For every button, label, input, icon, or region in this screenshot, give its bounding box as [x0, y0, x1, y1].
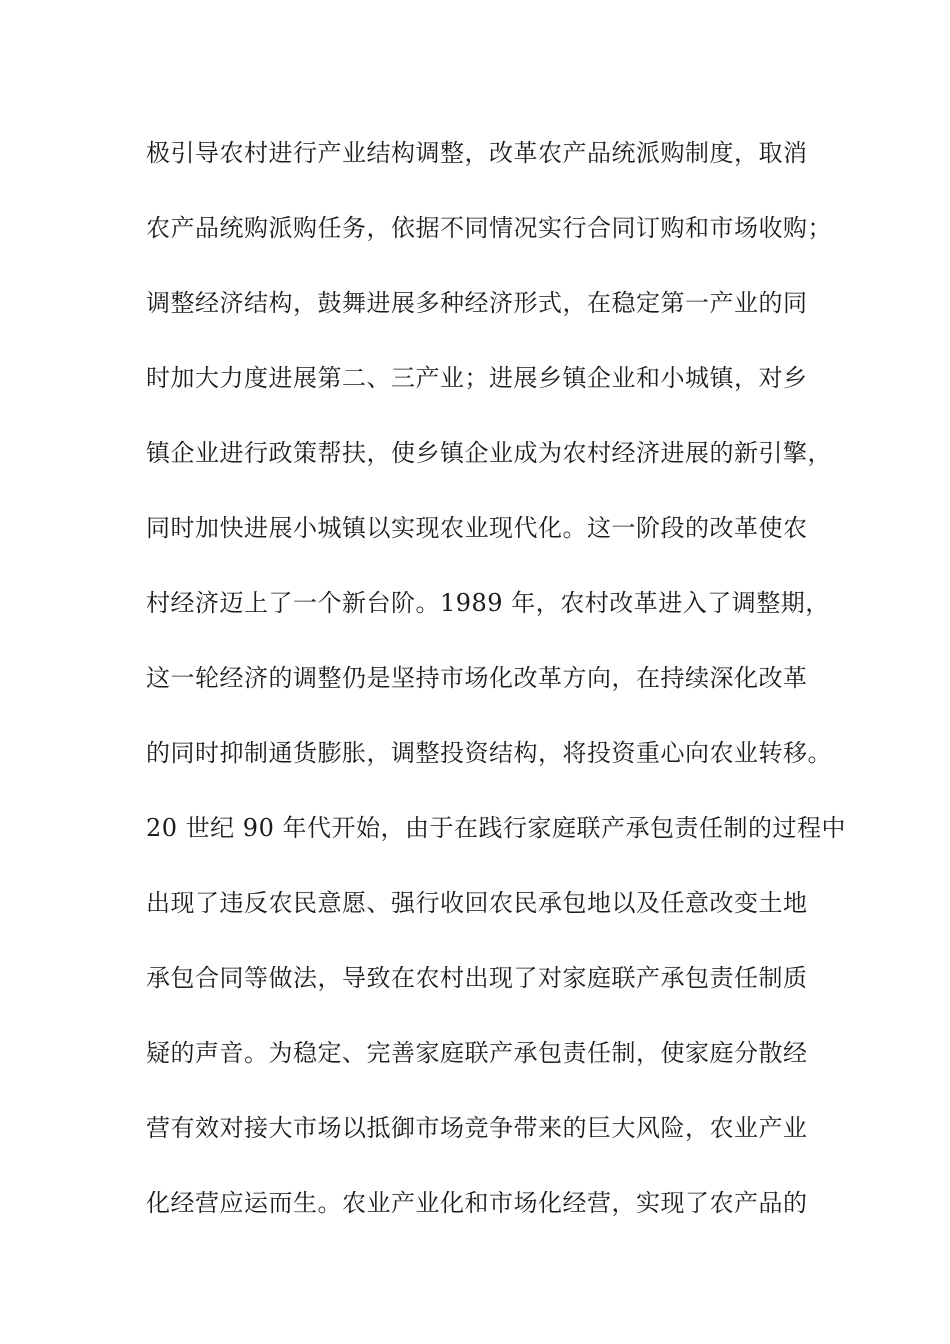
text-line-13: 疑的声音。为稳定、完善家庭联产承包责任制，使家庭分散经 [146, 1039, 808, 1067]
text-line-3: 调整经济结构，鼓舞进展多种经济形式，在稳定第一产业的同 [146, 289, 808, 317]
text-line-9: 的同时抑制通货膨胀，调整投资结构，将投资重心向农业转移。 [146, 739, 832, 767]
text-line-14: 营有效对接大市场以抵御市场竞争带来的巨大风险，农业产业 [146, 1114, 808, 1142]
text-line-1: 极引导农村进行产业结构调整，改革农产品统派购制度，取消 [146, 139, 808, 167]
text-line-6: 同时加快进展小城镇以实现农业现代化。这一阶段的改革使农 [146, 514, 808, 542]
text-line-4: 时加大力度进展第二、三产业；进展乡镇企业和小城镇，对乡 [146, 364, 808, 392]
text-line-2: 农产品统购派购任务，依据不同情况实行合同订购和市场收购； [146, 214, 832, 242]
body-text [146, 133, 846, 1258]
text-line-7: 村经济迈上了一个新台阶。1989 年，农村改革进入了调整期， [146, 589, 830, 617]
text-line-12: 承包合同等做法，导致在农村出现了对家庭联产承包责任制质 [146, 964, 808, 992]
text-line-10: 20 世纪 90 年代开始，由于在践行家庭联产承包责任制的过程中 [146, 814, 846, 842]
text-line-11: 出现了违反农民意愿、强行收回农民承包地以及任意改变土地 [146, 889, 808, 917]
text-line-8: 这一轮经济的调整仍是坚持市场化改革方向，在持续深化改革 [146, 664, 808, 692]
text-line-15: 化经营应运而生。农业产业化和市场化经营，实现了农产品的 [146, 1189, 808, 1217]
text-line-5: 镇企业进行政策帮扶，使乡镇企业成为农村经济进展的新引擎， [146, 439, 832, 467]
